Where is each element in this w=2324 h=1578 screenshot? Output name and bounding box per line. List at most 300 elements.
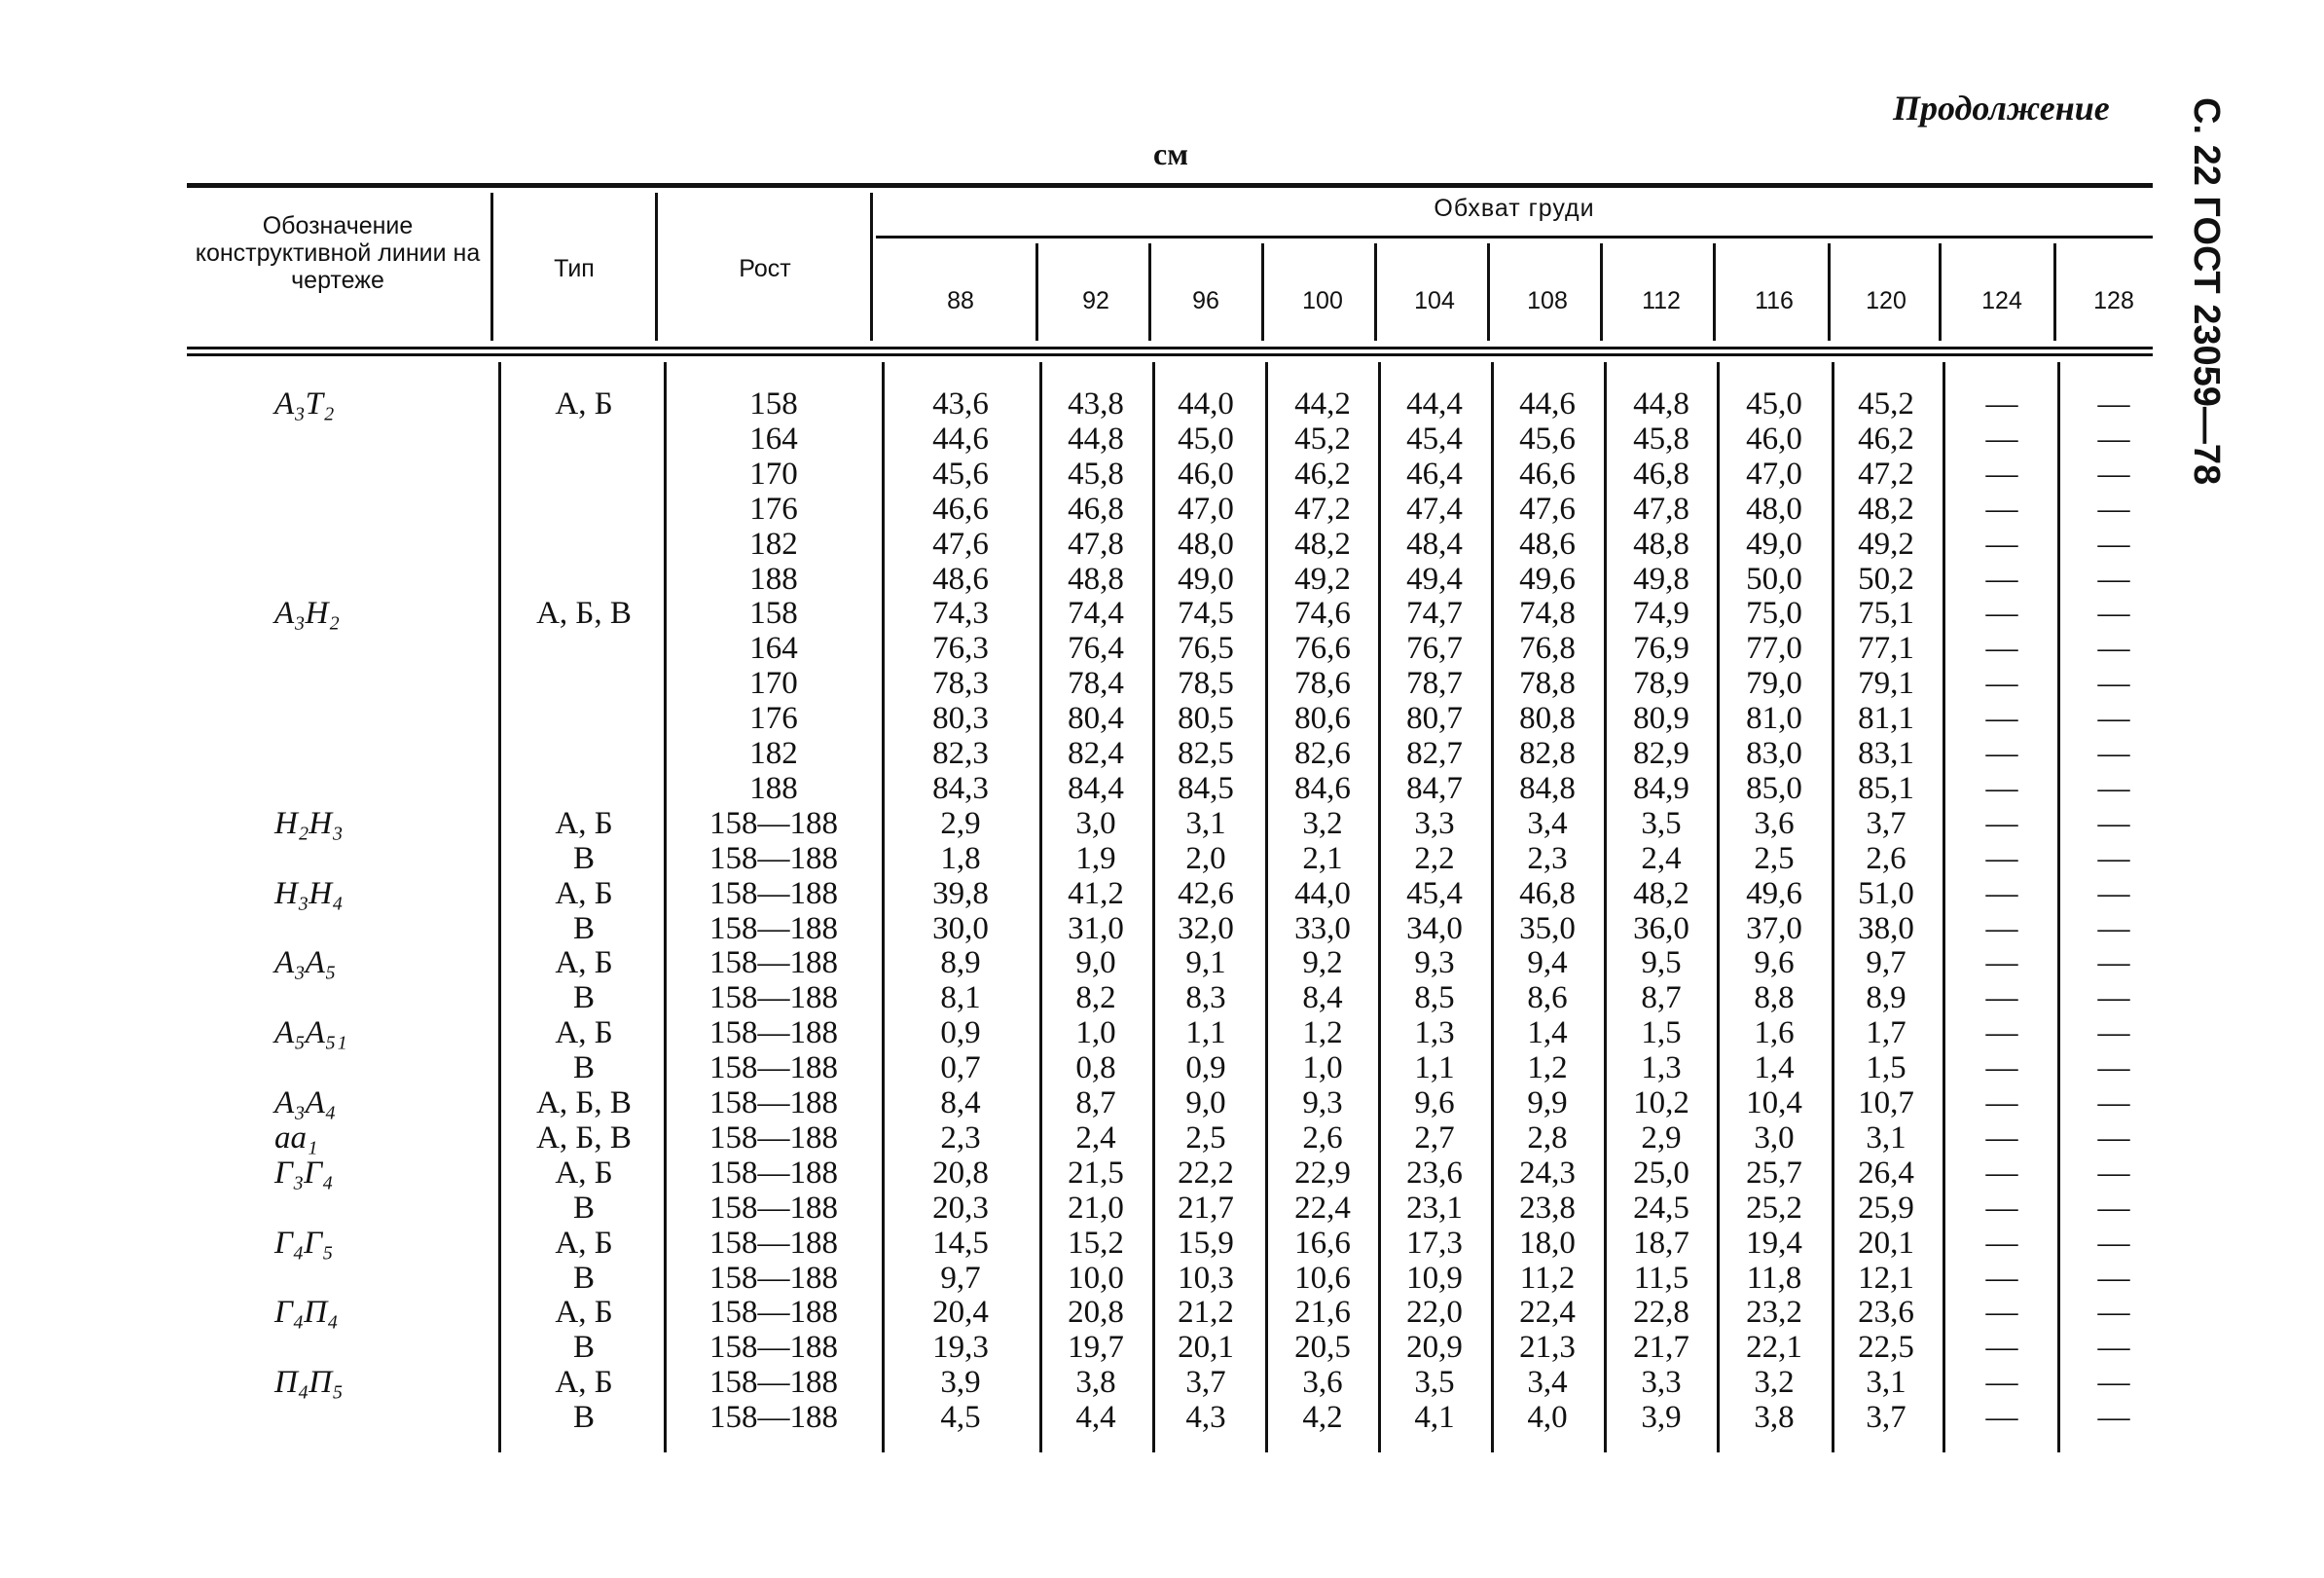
row-value: 3,2 (1302, 805, 1343, 841)
header-column-divider (1374, 243, 1377, 341)
row-value: 47,4 (1406, 491, 1463, 527)
row-value: 47,0 (1178, 491, 1234, 527)
row-value: — (1985, 386, 2018, 422)
row-value: 84,6 (1294, 770, 1351, 806)
row-value: 2,6 (1866, 840, 1906, 876)
table-row (0, 1015, 2324, 1050)
header-chest-group: Обхват груди (1434, 195, 1595, 222)
table-row (0, 1191, 2324, 1226)
header-designation: Обозначение конструктивной линии на чертеже (195, 212, 481, 294)
row-designation: А₃А₄ (274, 1085, 337, 1120)
row-value: 45,8 (1068, 456, 1124, 492)
row-value: 22,0 (1406, 1295, 1463, 1331)
row-height: 158 (749, 596, 798, 632)
row-value: 4,4 (1075, 1400, 1116, 1436)
header-column-divider (2053, 243, 2056, 341)
row-value: 44,6 (932, 421, 989, 457)
row-value: 3,3 (1414, 805, 1455, 841)
row-height: 158—188 (709, 1330, 838, 1366)
row-value: 1,5 (1866, 1050, 1906, 1086)
row-value: 80,4 (1068, 701, 1124, 737)
row-designation: П₄П₅ (274, 1365, 344, 1401)
table-top-rule (187, 183, 2153, 188)
table-row (0, 701, 2324, 736)
row-value: 48,6 (1519, 526, 1576, 562)
row-value: 30,0 (932, 910, 989, 946)
row-height: 176 (749, 491, 798, 527)
table-row (0, 945, 2324, 980)
row-value: 1,7 (1866, 1015, 1906, 1051)
table-row (0, 980, 2324, 1015)
row-value: — (1985, 1190, 2018, 1226)
row-value: — (2097, 840, 2130, 876)
row-value: 19,7 (1068, 1330, 1124, 1366)
row-value: 1,3 (1414, 1015, 1455, 1051)
row-value: 20,1 (1858, 1225, 1914, 1261)
row-height: 158—188 (709, 945, 838, 981)
row-value: 18,0 (1519, 1225, 1576, 1261)
header-type: Тип (554, 255, 595, 282)
row-value: 3,6 (1754, 805, 1795, 841)
row-value: 2,9 (940, 805, 981, 841)
row-value: 47,6 (932, 526, 989, 562)
row-value: 45,8 (1633, 421, 1689, 457)
row-value: — (1985, 1365, 2018, 1401)
row-value: 3,7 (1866, 805, 1906, 841)
row-type: А, Б, В (536, 1119, 632, 1156)
row-value: — (2097, 1295, 2130, 1331)
row-value: 82,8 (1519, 736, 1576, 771)
row-value: 49,8 (1633, 561, 1689, 597)
row-designation: Н₃Н₄ (274, 875, 344, 911)
table-row (0, 596, 2324, 631)
row-designation: А₃Н₂ (274, 596, 340, 632)
row-value: 0,9 (940, 1015, 981, 1051)
row-value: 2,1 (1302, 840, 1343, 876)
row-value: 21,7 (1633, 1330, 1689, 1366)
row-value: 45,6 (1519, 421, 1576, 457)
row-value: 3,8 (1754, 1400, 1795, 1436)
row-value: 75,1 (1858, 596, 1914, 632)
row-value: 49,4 (1406, 561, 1463, 597)
row-value: — (1985, 1085, 2018, 1120)
row-value: 8,5 (1414, 980, 1455, 1016)
row-value: 48,2 (1294, 526, 1351, 562)
row-value: — (2097, 875, 2130, 911)
row-value: 84,3 (932, 770, 989, 806)
row-value: 78,3 (932, 666, 989, 702)
row-value: 80,7 (1406, 701, 1463, 737)
row-value: 10,4 (1746, 1085, 1802, 1120)
table-row (0, 1295, 2324, 1330)
row-value: 22,9 (1294, 1155, 1351, 1191)
row-value: — (2097, 736, 2130, 771)
row-value: — (1985, 910, 2018, 946)
row-value: 46,8 (1068, 491, 1124, 527)
row-height: 158—188 (709, 1119, 838, 1156)
row-value: 8,9 (940, 945, 981, 981)
table-row (0, 1330, 2324, 1365)
row-value: 9,7 (1866, 945, 1906, 981)
row-value: 31,0 (1068, 910, 1124, 946)
row-value: 0,7 (940, 1050, 981, 1086)
row-value: 47,8 (1068, 526, 1124, 562)
row-value: 82,4 (1068, 736, 1124, 771)
row-type: А, Б (555, 945, 613, 981)
row-value: 12,1 (1858, 1260, 1914, 1296)
row-value: 47,2 (1294, 491, 1351, 527)
row-value: 20,5 (1294, 1330, 1351, 1366)
row-value: 74,5 (1178, 596, 1234, 632)
row-value: 44,8 (1068, 421, 1124, 457)
row-value: 25,7 (1746, 1155, 1802, 1191)
row-value: 20,8 (1068, 1295, 1124, 1331)
row-value: 1,1 (1414, 1050, 1455, 1086)
row-value: 24,5 (1633, 1190, 1689, 1226)
row-value: 47,6 (1519, 491, 1576, 527)
row-value: 78,9 (1633, 666, 1689, 702)
row-height: 164 (749, 421, 798, 457)
table-row (0, 492, 2324, 527)
row-value: 4,5 (940, 1400, 981, 1436)
row-value: 2,8 (1527, 1119, 1568, 1156)
row-value: 10,9 (1406, 1260, 1463, 1296)
sidebar-label: С. 22 ГОСТ 23059—78 (2186, 97, 2227, 486)
row-value: 85,0 (1746, 770, 1802, 806)
row-value: 49,2 (1294, 561, 1351, 597)
row-height: 176 (749, 701, 798, 737)
row-value: — (2097, 596, 2130, 632)
row-value: 2,4 (1075, 1119, 1116, 1156)
row-value: 20,1 (1178, 1330, 1234, 1366)
row-value: 20,9 (1406, 1330, 1463, 1366)
row-value: 9,3 (1414, 945, 1455, 981)
row-type: В (572, 840, 595, 876)
row-value: 25,0 (1633, 1155, 1689, 1191)
row-value: — (2097, 1190, 2130, 1226)
row-value: 33,0 (1294, 910, 1351, 946)
header-column-divider (1148, 243, 1151, 341)
row-value: 8,4 (1302, 980, 1343, 1016)
row-value: 3,9 (1641, 1400, 1682, 1436)
row-value: — (1985, 561, 2018, 597)
row-value: 10,2 (1633, 1085, 1689, 1120)
row-value: 22,2 (1178, 1155, 1234, 1191)
row-value: 22,1 (1746, 1330, 1802, 1366)
row-type: А, Б (555, 1155, 613, 1191)
row-value: 3,0 (1754, 1119, 1795, 1156)
row-value: 8,6 (1527, 980, 1568, 1016)
row-value: 4,3 (1185, 1400, 1226, 1436)
row-value: 23,8 (1519, 1190, 1576, 1226)
row-value: 80,8 (1519, 701, 1576, 737)
row-value: 22,4 (1294, 1190, 1351, 1226)
row-value: 76,4 (1068, 631, 1124, 667)
chest-column-header: 100 (1302, 287, 1343, 314)
table-row (0, 457, 2324, 492)
row-value: 82,6 (1294, 736, 1351, 771)
row-type: В (572, 1330, 595, 1366)
row-value: 80,9 (1633, 701, 1689, 737)
row-value: — (2097, 666, 2130, 702)
row-value: 8,7 (1641, 980, 1682, 1016)
row-value: — (1985, 840, 2018, 876)
row-value: 8,1 (940, 980, 981, 1016)
chest-column-header: 88 (947, 287, 974, 314)
header-bottom-rule-2 (187, 353, 2153, 356)
row-value: — (2097, 386, 2130, 422)
row-value: 11,2 (1519, 1260, 1576, 1296)
row-value: 44,0 (1178, 386, 1234, 422)
row-value: 3,8 (1075, 1365, 1116, 1401)
continuation-label: Продолжение (1893, 89, 2110, 128)
row-height: 158—188 (709, 910, 838, 946)
row-value: 50,0 (1746, 561, 1802, 597)
row-value: 44,2 (1294, 386, 1351, 422)
row-height: 182 (749, 526, 798, 562)
row-value: 2,4 (1641, 840, 1682, 876)
row-value: 76,6 (1294, 631, 1351, 667)
header-column-divider (1035, 243, 1038, 341)
header-column-divider (1713, 243, 1716, 341)
header-column-divider (1261, 243, 1264, 341)
row-height: 158—188 (709, 1015, 838, 1051)
table-row (0, 422, 2324, 457)
row-value: — (2097, 1085, 2130, 1120)
row-value: 3,1 (1185, 805, 1226, 841)
chest-column-header: 108 (1527, 287, 1568, 314)
row-value: — (1985, 736, 2018, 771)
row-value: 22,4 (1519, 1295, 1576, 1331)
row-value: — (1985, 1155, 2018, 1191)
row-value: 78,6 (1294, 666, 1351, 702)
row-value: 10,0 (1068, 1260, 1124, 1296)
row-value: — (1985, 631, 2018, 667)
row-value: 4,1 (1414, 1400, 1455, 1436)
row-value: 34,0 (1406, 910, 1463, 946)
row-value: 48,8 (1633, 526, 1689, 562)
row-value: 83,1 (1858, 736, 1914, 771)
table-row (0, 527, 2324, 562)
row-value: 21,3 (1519, 1330, 1576, 1366)
table-row (0, 1120, 2324, 1156)
row-designation: А₅А₅₁ (274, 1015, 347, 1051)
row-height: 158—188 (709, 1400, 838, 1436)
row-value: 9,9 (1527, 1085, 1568, 1120)
row-value: 9,2 (1302, 945, 1343, 981)
row-value: 74,4 (1068, 596, 1124, 632)
row-value: — (1985, 456, 2018, 492)
row-value: 21,0 (1068, 1190, 1124, 1226)
row-value: 74,3 (932, 596, 989, 632)
row-value: 74,9 (1633, 596, 1689, 632)
table-row (0, 1400, 2324, 1435)
row-value: 1,4 (1527, 1015, 1568, 1051)
row-value: 81,0 (1746, 701, 1802, 737)
row-value: — (2097, 1119, 2130, 1156)
row-value: 45,2 (1294, 421, 1351, 457)
row-value: 45,4 (1406, 875, 1463, 911)
row-value: — (2097, 421, 2130, 457)
row-value: 76,7 (1406, 631, 1463, 667)
row-value: 74,8 (1519, 596, 1576, 632)
row-value: 81,1 (1858, 701, 1914, 737)
row-value: 82,7 (1406, 736, 1463, 771)
row-value: 48,2 (1858, 491, 1914, 527)
row-value: 10,6 (1294, 1260, 1351, 1296)
chest-column-header: 124 (1981, 287, 2022, 314)
row-value: 85,1 (1858, 770, 1914, 806)
row-value: 10,7 (1858, 1085, 1914, 1120)
row-height: 164 (749, 631, 798, 667)
row-value: 76,5 (1178, 631, 1234, 667)
row-value: 1,1 (1185, 1015, 1226, 1051)
row-value: 84,9 (1633, 770, 1689, 806)
row-value: 0,9 (1185, 1050, 1226, 1086)
row-value: 41,2 (1068, 875, 1124, 911)
row-value: 49,6 (1746, 875, 1802, 911)
row-value: 78,7 (1406, 666, 1463, 702)
row-value: 4,2 (1302, 1400, 1343, 1436)
table-row (0, 736, 2324, 771)
row-type: В (572, 1400, 595, 1436)
row-value: 45,6 (932, 456, 989, 492)
row-value: 79,1 (1858, 666, 1914, 702)
row-type: А, Б (555, 1225, 613, 1261)
vline-1 (490, 193, 493, 341)
row-value: 9,6 (1754, 945, 1795, 981)
table-row (0, 1226, 2324, 1261)
row-value: — (2097, 1225, 2130, 1261)
row-value: 48,6 (932, 561, 989, 597)
row-designation: А₃А₅ (274, 945, 337, 981)
row-value: 35,0 (1519, 910, 1576, 946)
row-value: 77,0 (1746, 631, 1802, 667)
row-value: 2,6 (1302, 1119, 1343, 1156)
row-value: 8,8 (1754, 980, 1795, 1016)
row-value: 83,0 (1746, 736, 1802, 771)
row-value: 48,0 (1746, 491, 1802, 527)
row-value: — (1985, 701, 2018, 737)
row-value: — (2097, 526, 2130, 562)
row-value: 84,5 (1178, 770, 1234, 806)
header-height: Рост (739, 255, 791, 282)
row-value: 8,7 (1075, 1085, 1116, 1120)
row-value: 1,9 (1075, 840, 1116, 876)
row-height: 158—188 (709, 1190, 838, 1226)
chest-column-header: 120 (1866, 287, 1906, 314)
row-value: 3,1 (1866, 1365, 1906, 1401)
row-height: 158—188 (709, 1365, 838, 1401)
row-value: — (2097, 491, 2130, 527)
row-value: 20,4 (932, 1295, 989, 1331)
row-value: 74,7 (1406, 596, 1463, 632)
row-height: 158—188 (709, 805, 838, 841)
row-value: — (2097, 1400, 2130, 1436)
row-value: 49,0 (1746, 526, 1802, 562)
row-value: — (2097, 456, 2130, 492)
row-value: 2,7 (1414, 1119, 1455, 1156)
row-height: 170 (749, 666, 798, 702)
row-value: 3,5 (1414, 1365, 1455, 1401)
row-value: 9,1 (1185, 945, 1226, 981)
row-value: 3,3 (1641, 1365, 1682, 1401)
row-value: — (1985, 596, 2018, 632)
row-type: А, Б (555, 1295, 613, 1331)
header-bottom-rule-1 (187, 347, 2153, 349)
row-value: 24,3 (1519, 1155, 1576, 1191)
row-type: А, Б (555, 805, 613, 841)
row-value: — (2097, 1155, 2130, 1191)
row-type: А, Б, В (536, 596, 632, 632)
row-value: — (1985, 945, 2018, 981)
row-value: — (2097, 805, 2130, 841)
row-value: — (1985, 805, 2018, 841)
row-value: 20,8 (932, 1155, 989, 1191)
row-value: — (1985, 1225, 2018, 1261)
row-value: 45,0 (1178, 421, 1234, 457)
row-height: 170 (749, 456, 798, 492)
table-row (0, 631, 2324, 666)
row-value: 47,2 (1858, 456, 1914, 492)
row-value: 45,2 (1858, 386, 1914, 422)
row-value: 23,2 (1746, 1295, 1802, 1331)
row-value: — (2097, 631, 2130, 667)
row-value: 84,8 (1519, 770, 1576, 806)
row-designation: А₃Т₂ (274, 386, 335, 422)
row-value: — (2097, 980, 2130, 1016)
chest-column-header: 92 (1082, 287, 1109, 314)
row-value: 17,3 (1406, 1225, 1463, 1261)
row-type: В (572, 1050, 595, 1086)
row-type: А, Б (555, 386, 613, 422)
row-type: А, Б (555, 875, 613, 911)
row-height: 158—188 (709, 1295, 838, 1331)
row-height: 188 (749, 561, 798, 597)
row-value: 26,4 (1858, 1155, 1914, 1191)
row-value: — (2097, 1365, 2130, 1401)
row-value: 45,4 (1406, 421, 1463, 457)
row-value: 1,3 (1641, 1050, 1682, 1086)
row-value: 46,8 (1633, 456, 1689, 492)
chest-column-header: 116 (1755, 287, 1794, 314)
row-value: 48,2 (1633, 875, 1689, 911)
row-value: 1,0 (1075, 1015, 1116, 1051)
row-value: 3,5 (1641, 805, 1682, 841)
row-value: 0,8 (1075, 1050, 1116, 1086)
table-row (0, 841, 2324, 876)
row-value: 15,9 (1178, 1225, 1234, 1261)
row-value: — (1985, 421, 2018, 457)
row-value: 21,7 (1178, 1190, 1234, 1226)
row-value: 76,3 (932, 631, 989, 667)
row-value: 45,0 (1746, 386, 1802, 422)
row-value: 16,6 (1294, 1225, 1351, 1261)
row-value: 44,4 (1406, 386, 1463, 422)
table-row (0, 1085, 2324, 1120)
table-row (0, 1050, 2324, 1085)
row-height: 158—188 (709, 1155, 838, 1191)
row-value: 47,8 (1633, 491, 1689, 527)
row-type: В (572, 980, 595, 1016)
row-value: — (1985, 1400, 2018, 1436)
row-value: 3,1 (1866, 1119, 1906, 1156)
row-value: 22,8 (1633, 1295, 1689, 1331)
row-type: А, Б, В (536, 1085, 632, 1120)
table-row (0, 386, 2324, 422)
row-value: 9,3 (1302, 1085, 1343, 1120)
row-value: 38,0 (1858, 910, 1914, 946)
